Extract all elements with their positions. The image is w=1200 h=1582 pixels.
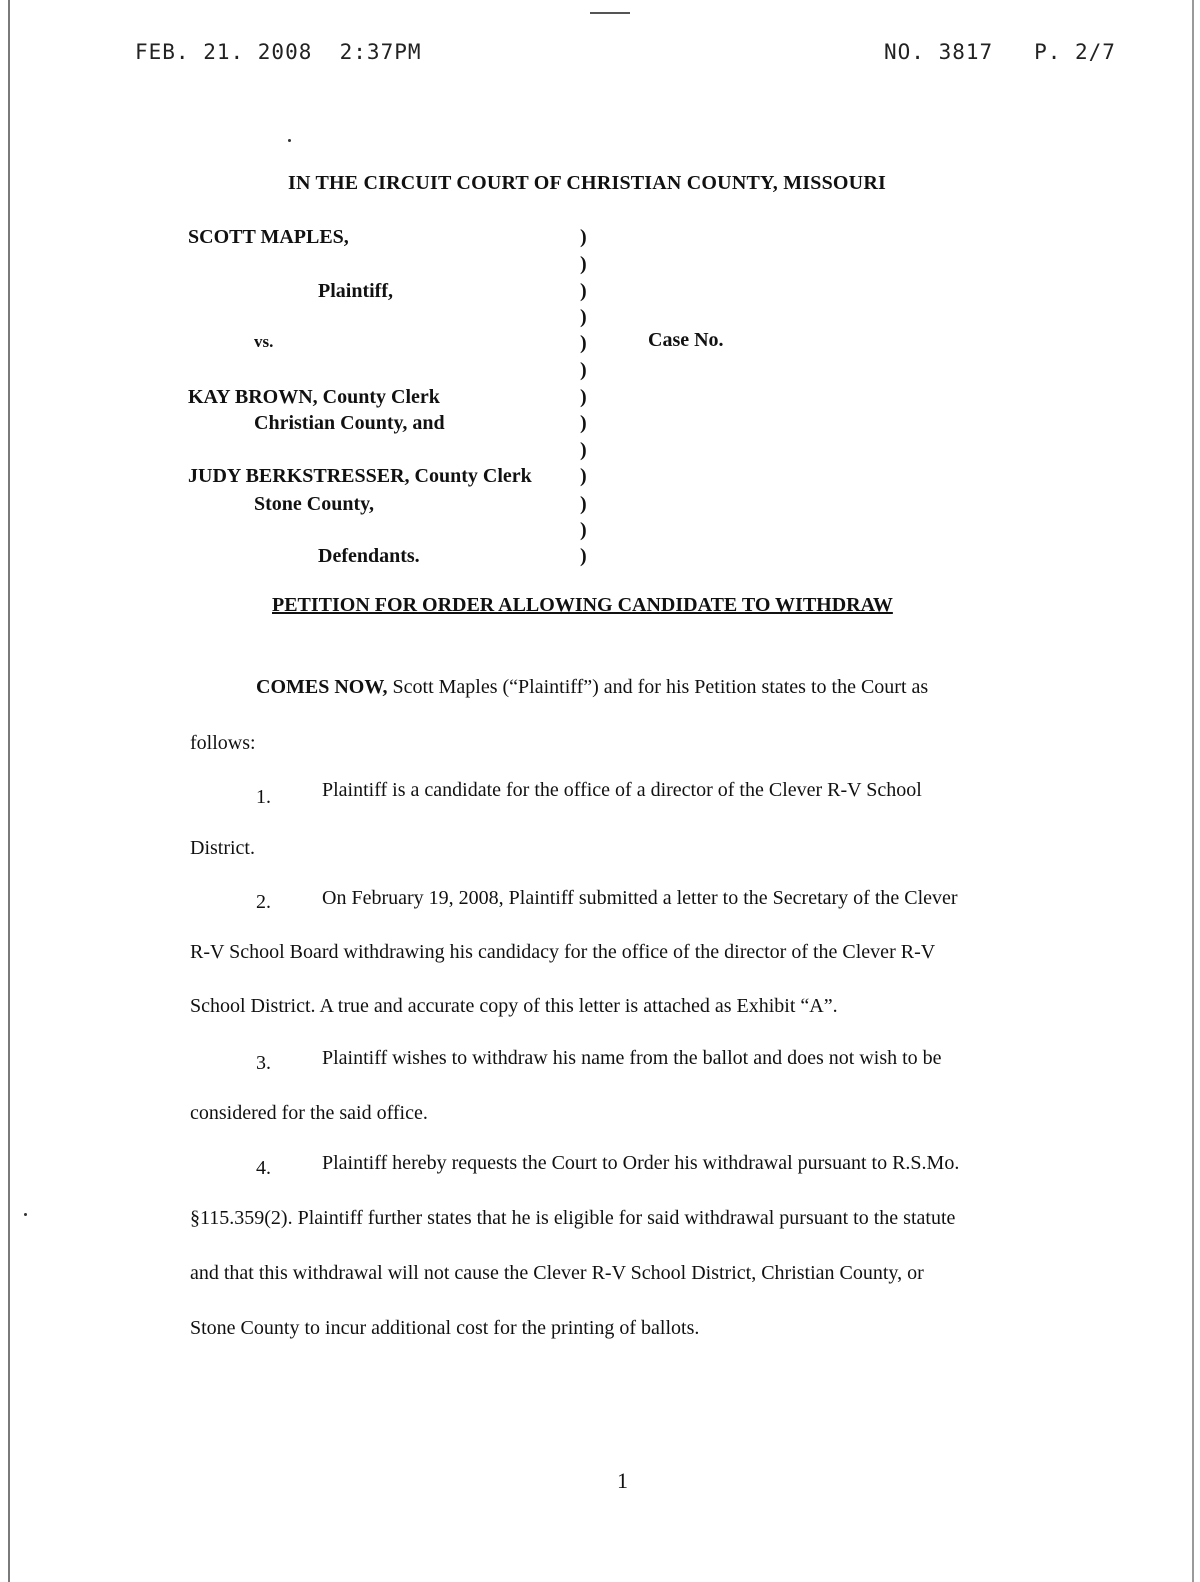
- defendant-1-name: KAY BROWN, County Clerk: [188, 386, 440, 408]
- scan-mark: [590, 12, 630, 14]
- caption-paren: ): [580, 519, 587, 541]
- caption-paren: ): [580, 493, 587, 515]
- plaintiff-name: SCOTT MAPLES,: [188, 226, 349, 248]
- intro-line: [256, 675, 928, 699]
- court-heading: IN THE CIRCUIT COURT OF CHRISTIAN COUNTY, MISSOURI: [288, 172, 886, 194]
- paragraph-line: On February 19, 2008, Plaintiff submitted a letter to the Secretary of the Clever: [322, 887, 958, 909]
- caption-paren: ): [580, 253, 587, 275]
- fax-page-info: NO. 3817 P. 2/7: [884, 40, 1116, 64]
- fax-date-time: FEB. 21. 2008 2:37PM: [135, 40, 422, 64]
- paragraph-line: Plaintiff is a candidate for the office of a director of the Clever R-V School: [322, 779, 922, 801]
- paragraph-line: District.: [190, 837, 255, 859]
- scan-edge-right: [1192, 0, 1194, 1582]
- paragraph-line: R-V School Board withdrawing his candidacy for the office of the director of the Clever R-V: [190, 941, 936, 963]
- page-number: 1: [617, 1468, 628, 1493]
- caption-paren: ): [580, 386, 587, 408]
- caption-paren: ): [580, 332, 587, 354]
- scan-speck: [24, 1213, 27, 1216]
- intro-continuation: follows:: [190, 732, 256, 754]
- paragraph-line: §115.359(2). Plaintiff further states that he is eligible for said withdrawal pursuant to the statute: [190, 1207, 956, 1229]
- caption-paren: ): [580, 280, 587, 302]
- case-number-label: Case No.: [648, 329, 724, 351]
- paragraph-number: 3.: [256, 1052, 271, 1074]
- plaintiff-role: Plaintiff,: [318, 280, 393, 302]
- paragraph-line: Stone County to incur additional cost for the printing of ballots.: [190, 1317, 700, 1339]
- paragraph-line: School District. A true and accurate copy of this letter is attached as Exhibit “A”.: [190, 995, 838, 1017]
- intro-lead: COMES NOW,: [256, 676, 388, 698]
- defendant-1-county: Christian County, and: [254, 412, 445, 434]
- defendants-role: Defendants.: [318, 545, 420, 567]
- paragraph-number: 2.: [256, 891, 271, 913]
- caption-paren: ): [580, 545, 587, 567]
- paragraph-line: and that this withdrawal will not cause the Clever R-V School District, Christian County, or: [190, 1262, 924, 1284]
- caption-paren: ): [580, 439, 587, 461]
- paragraph-number: 4.: [256, 1157, 271, 1179]
- caption-paren: ): [580, 359, 587, 381]
- paragraph-line: Plaintiff hereby requests the Court to Order his withdrawal pursuant to R.S.Mo.: [322, 1152, 960, 1174]
- caption-paren: ): [580, 306, 587, 328]
- caption-paren: ): [580, 412, 587, 434]
- caption-paren: ): [580, 226, 587, 248]
- intro-text: Scott Maples (“Plaintiff”) and for his Petition states to the Court as: [387, 676, 929, 698]
- caption-paren: ): [580, 465, 587, 487]
- versus-label: vs.: [254, 332, 274, 351]
- paragraph-line: considered for the said office.: [190, 1102, 428, 1124]
- petition-title: PETITION FOR ORDER ALLOWING CANDIDATE TO WITHDRAW: [272, 594, 893, 616]
- paragraph-number: 1.: [256, 786, 271, 808]
- defendant-2-name: JUDY BERKSTRESSER, County Clerk: [188, 465, 532, 487]
- paragraph-line: Plaintiff wishes to withdraw his name from the ballot and does not wish to be: [322, 1047, 942, 1069]
- defendant-2-county: Stone County,: [254, 493, 375, 515]
- scan-edge-left: [8, 0, 10, 1582]
- scan-speck: [288, 139, 291, 142]
